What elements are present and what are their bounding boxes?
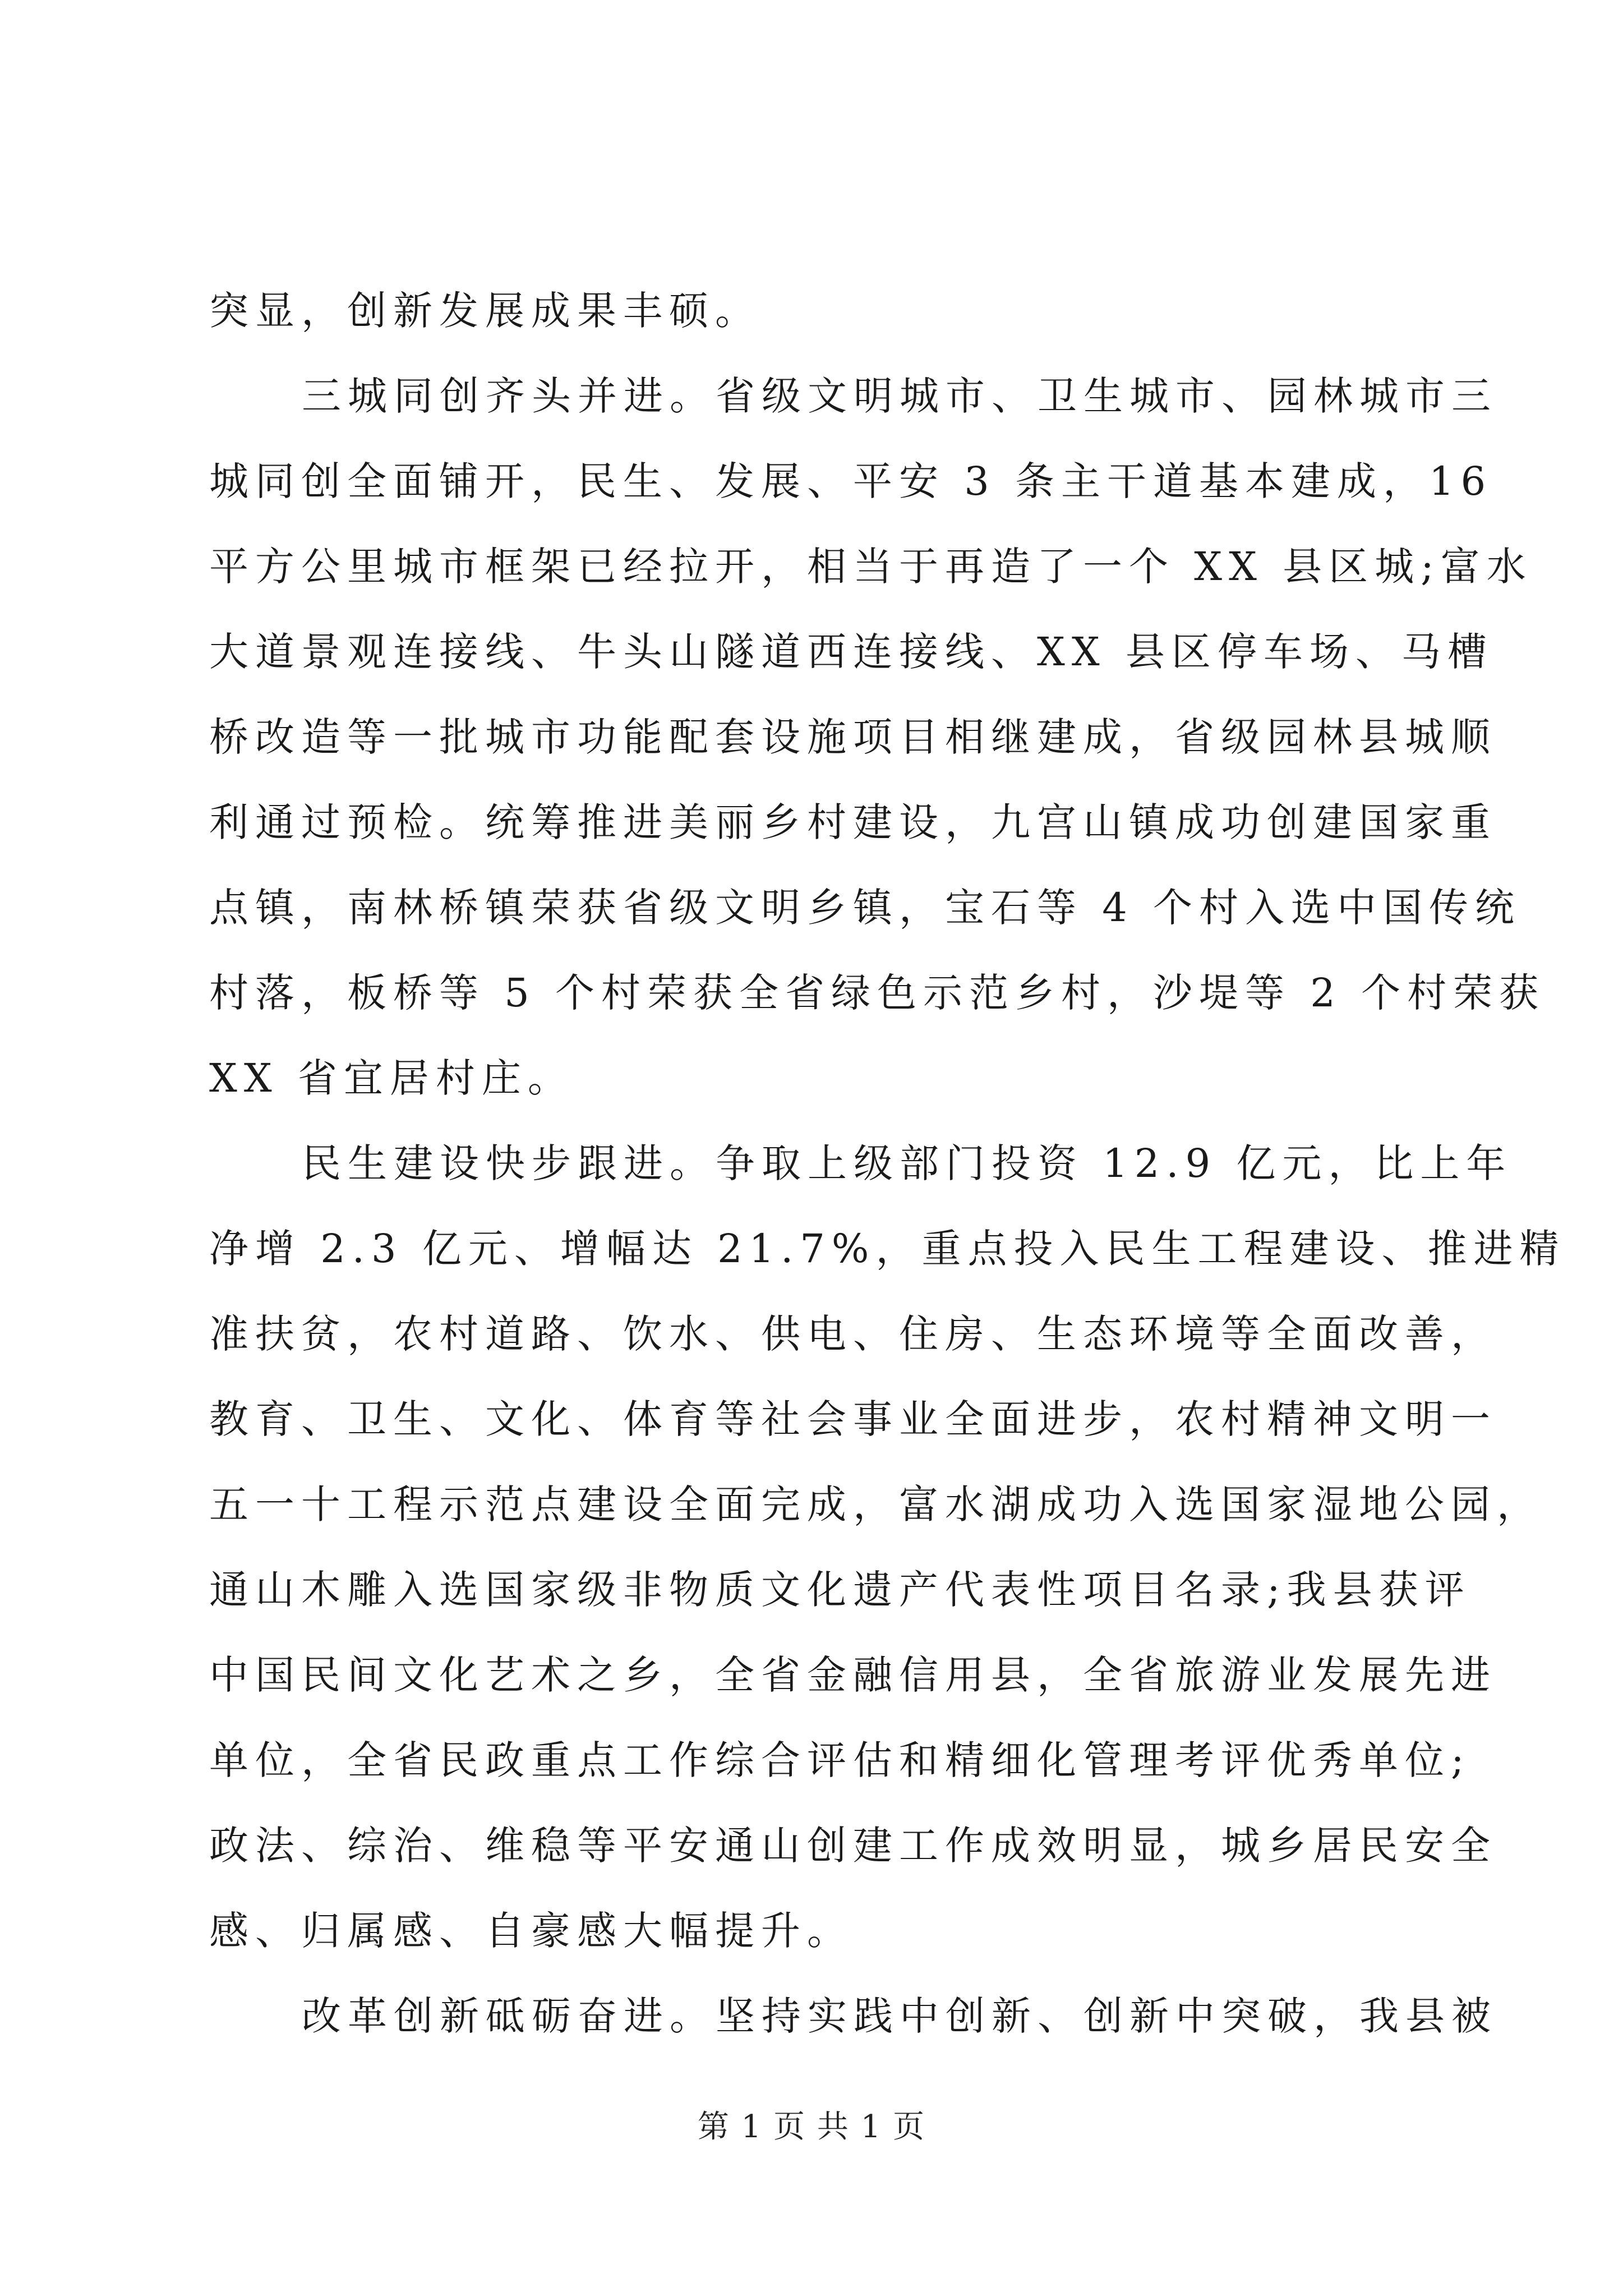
text-line: 政法、综治、维稳等平安通山创建工作成效明显，城乡居民安全 xyxy=(209,1823,1497,1869)
text-line: 教育、卫生、文化、体育等社会事业全面进步，农村精神文明一 xyxy=(209,1396,1497,1442)
paragraph-start-line: 民生建设快步跟进。争取上级部门投资 12.9 亿元，比上年 xyxy=(302,1140,1513,1186)
text-line: 大道景观连接线、牛头山隧道西连接线、XX 县区停车场、马槽 xyxy=(209,629,1493,675)
text-line: 利通过预检。统筹推进美丽乡村建设，九宫山镇成功创建国家重 xyxy=(209,799,1497,845)
text-line: 单位，全省民政重点工作综合评估和精细化管理考评优秀单位; xyxy=(209,1737,1471,1783)
paragraph-start-line: 三城同创齐头并进。省级文明城市、卫生城市、园林城市三 xyxy=(302,373,1497,419)
paragraph-start-line: 改革创新砥砺奋进。坚持实践中创新、创新中突破，我县被 xyxy=(302,1993,1497,2039)
text-line: XX 省宜居村庄。 xyxy=(209,1055,574,1101)
text-line: 城同创全面铺开，民生、发展、平安 3 条主干道基本建成，16 xyxy=(209,458,1493,504)
text-line: 村落，板桥等 5 个村荣获全省绿色示范乡村，沙堤等 2 个村荣获 xyxy=(209,970,1546,1016)
text-line: 感、归属感、自豪感大幅提升。 xyxy=(209,1908,853,1954)
text-line: 准扶贫，农村道路、饮水、供电、住房、生态环境等全面改善， xyxy=(209,1311,1497,1357)
page-number-footer: 第 1 页 共 1 页 xyxy=(697,2109,926,2145)
text-line: 点镇，南林桥镇荣获省级文明乡镇，宝石等 4 个村入选中国传统 xyxy=(209,885,1521,931)
text-line: 通山木雕入选国家级非物质文化遗产代表性项目名录;我县获评 xyxy=(209,1567,1471,1613)
text-line: 中国民间文化艺术之乡，全省金融信用县，全省旅游业发展先进 xyxy=(209,1652,1497,1698)
text-line: 五一十工程示范点建设全面完成，富水湖成功入选国家湿地公园， xyxy=(209,1481,1543,1527)
text-line: 突显，创新发展成果丰硕。 xyxy=(209,288,761,334)
text-line: 平方公里城市框架已经拉开，相当于再造了一个 XX 县区城;富水 xyxy=(209,544,1533,590)
document-body xyxy=(209,268,1566,2059)
text-line: 桥改造等一批城市功能配套设施项目相继建成，省级园林县城顺 xyxy=(209,714,1497,760)
text-line: 净增 2.3 亿元、增幅达 21.7%，重点投入民生工程建设、推进精 xyxy=(209,1226,1566,1272)
